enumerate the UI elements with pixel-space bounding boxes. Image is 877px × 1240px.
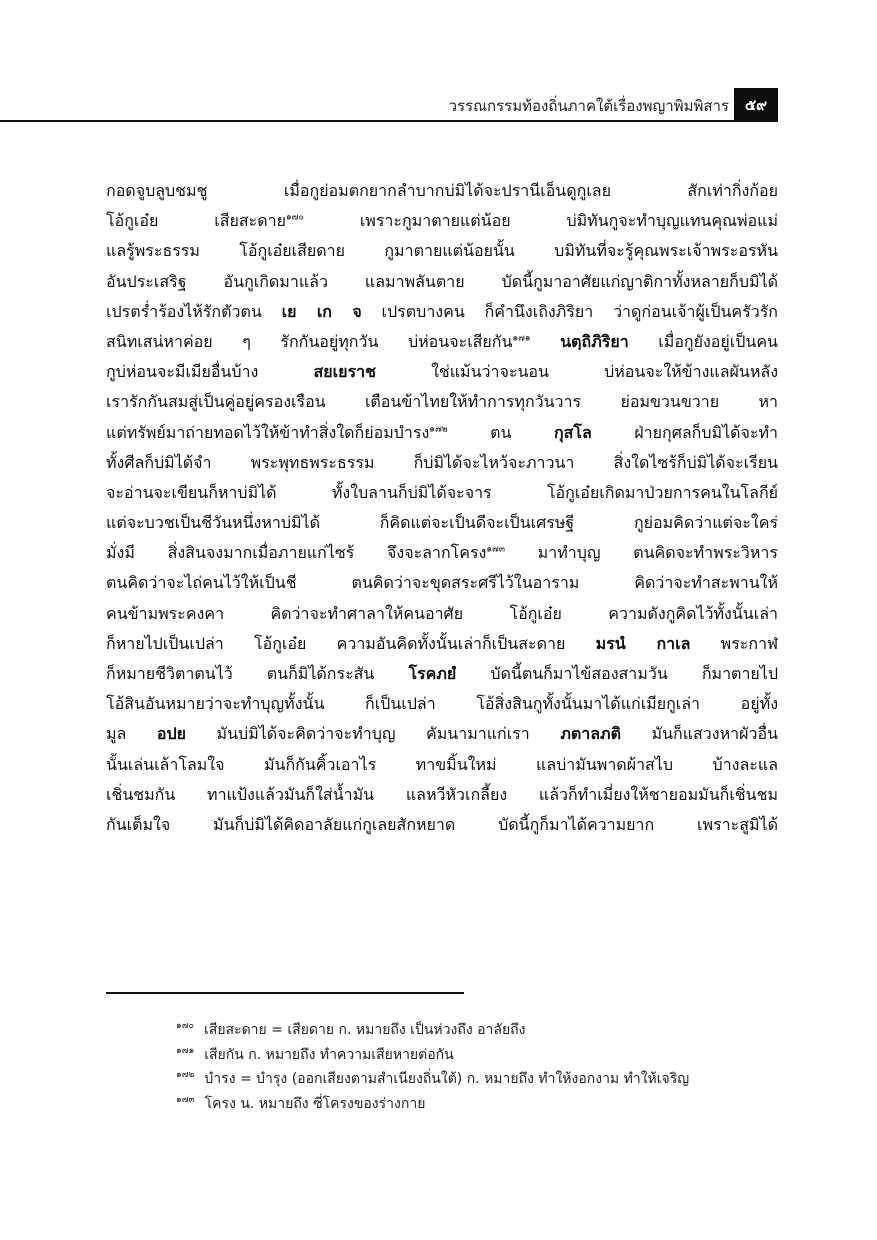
footnote-number: ๑๗๑ — [176, 1045, 195, 1056]
footnote-ref: ๑๗๐ — [285, 212, 304, 223]
text-line — [106, 206, 778, 236]
text-line — [106, 297, 778, 327]
pali-term: นตฺถิภิริยา — [560, 331, 629, 351]
text-segment: มูล — [106, 724, 157, 744]
text-segment: ฝ่ายกุศลก็บมิได้จะทำ — [591, 422, 778, 442]
text-line — [106, 659, 778, 689]
text-line — [106, 629, 778, 659]
text-line — [106, 538, 778, 568]
footnote-text: โครง น. หมายถึง ซี่โครงของร่างกาย — [204, 1095, 426, 1112]
footnote-rule — [106, 992, 464, 994]
text-line — [106, 599, 778, 629]
pali-term: เย เก จ — [281, 301, 362, 321]
footnote — [176, 1092, 796, 1117]
text-line — [106, 418, 778, 448]
text-segment: แต่จะบวชเป็นชีวันหนึ่งหาบ่มิได้ ก็คิดแต่จะเป็นดีจะเป็นเศรษฐี กูย่อมคิดว่าแต่จะใคร่ — [106, 513, 778, 533]
text-segment: ใช่แม้นว่าจะนอน บ่ห่อนจะให้ข้างแลผันหลัง — [375, 362, 778, 382]
text-segment: อันประเสริฐ อันกูเกิดมาแล้ว แลมาพลันตาย บัดนี้กูมาอาศัยแก่ญาติกาทั้งหลายก็บมิได้ — [106, 271, 778, 291]
text-segment: พระกาฬ — [690, 633, 778, 653]
text-segment: ก็หมายชีวิตาตนไว้ ตนก็มิได้กระสัน — [106, 664, 409, 683]
text-segment: สนิทเสน่หาค่อย ๆ รักกันอยู่ทุกวัน บ่ห่อนจะเสียกัน — [106, 331, 513, 351]
footnote-ref: ๑๗๒ — [429, 424, 448, 435]
text-segment: มั่งมี สิ่งสินจงมากเมื่อภายแก่ไซร้ จึงจะลากโครง — [106, 543, 487, 563]
pali-term: อปย — [156, 724, 187, 744]
text-line — [106, 176, 778, 206]
text-segment: มันบ่มิได้จะคิดว่าจะทำบุญ คัมนามาแก่เรา — [186, 724, 561, 744]
text-line — [106, 568, 778, 598]
text-line — [106, 810, 778, 840]
text-line — [106, 448, 778, 478]
body-text — [106, 176, 778, 840]
text-segment: นั้นเล่นเล้าโลมใจ มันก็กันคิ้วเอาไร ทาขมิ้นใหม่ แลบ่ามันพาดผ้าสไบ บ้างละแล — [106, 754, 778, 774]
text-segment — [531, 332, 561, 351]
text-segment: ทั้งศีลก็บ่มิได้จำ พระพุทธพระธรรม ก็บ่มิได้จะไหว้จะภาวนา สิ่งใดไซร้ก็บ่มิได้จะเรียน — [106, 452, 778, 472]
pali-term: โรคภยํ — [408, 664, 457, 683]
pali-term: สยเยราช — [313, 362, 376, 382]
text-line — [106, 387, 778, 417]
footnote — [176, 1043, 796, 1068]
text-segment: กันเต็มใจ มันก็บ่มิได้คิดอาลัยแก่กูเลยสักหยาด บัดนี้กูก็มาได้ความยาก เพราะสูมิได้ — [106, 814, 778, 834]
footnote-text: เสียสะดาย = เสียดาย ก. หมายถึง เป็นห่วงถึง อาลัยถึง — [203, 1022, 526, 1038]
footnote — [176, 1018, 796, 1043]
text-segment: เรารักกันสมสู่เป็นคู่อยู่ครองเรือน เตือนข้าไทยให้ทำการทุกวันวาร ย่อมขวนขวาย หา — [106, 392, 778, 412]
text-segment: เมื่อกูยังอยู่เป็นคน — [628, 331, 778, 351]
text-segment: เพราะกูมาตายแต่น้อย บ่มิทันกูจะทำบุญแทนคุณพ่อแม่ — [303, 211, 778, 231]
text-segment: แต่ทรัพย์มาถ่ายทอดไว้ให้ข้าทำสิ่งใดก็ย่อมบำรง — [106, 422, 430, 442]
text-segment: กูบ่ห่อนจะมีเมียอื่นบ้าง — [106, 362, 314, 382]
text-line — [106, 508, 778, 538]
text-line — [106, 689, 778, 719]
text-segment: มาทำบุญ ตนคิดจะทำพระวิหาร — [504, 543, 778, 563]
footnote-ref: ๑๗๓ — [486, 544, 505, 555]
footnote — [176, 1067, 796, 1092]
footnote-number: ๑๗๒ — [176, 1070, 195, 1081]
text-line — [106, 780, 778, 810]
text-line — [106, 357, 778, 387]
text-segment: มันก็แสวงหาผัวอื่น — [621, 724, 778, 744]
text-line — [106, 327, 778, 357]
footnote-ref: ๑๗๑ — [512, 333, 531, 344]
text-segment: โอ้กูเอ๋ย เสียสะดาย — [106, 211, 286, 231]
footnotes — [176, 1018, 796, 1116]
text-segment: บัดนี้ตนก็มาไข้สองสามวัน ก็มาตายไป — [456, 664, 778, 683]
text-segment: เปรตบางคน ก็คำนึงเถิงภิริยา ว่าดูก่อนเจ้าผู้เป็นครัวรัก — [361, 301, 778, 321]
running-title: วรรณกรรมท้องถิ่นภาคใต้เรื่องพญาพิมพิสาร — [448, 97, 729, 115]
text-segment: ก็หายไปเป็นเปล่า โอ้กูเอ๋ย ความอันคิดทั้งนั้นเล่าก็เป็นสะดาย — [106, 633, 596, 653]
text-segment: ตนคิดว่าจะไถ่คนไว้ให้เป็นชี ตนคิดว่าจะขุดสระศรีไว้ในอาราม คิดว่าจะทำสะพานให้ — [106, 573, 778, 593]
text-segment: ตน — [447, 422, 554, 442]
text-segment: จะอ่านจะเขียนก็หาบ่มิได้ ทั้งใบลานก็บ่มิได้จะจาร โอ้กูเอ๋ยเกิดมาป่วยการคนในโลกีย์ — [106, 482, 778, 502]
text-segment: โอ้สินอันหมายว่าจะทำบุญทั้งนั้น ก็เป็นเปล่า โอ้สิ่งสินกูทั้งนั้นมาได้แก่เมียกูเล่า อยู่ทั้ง — [106, 694, 778, 714]
text-line — [106, 750, 778, 780]
text-line — [106, 236, 778, 266]
text-segment: เปรตร่ำร้องไห้รักตัวตน — [106, 301, 282, 321]
text-segment: เชิ่นชมกัน ทาแป้งแล้วมันก็ใส่น้ำมัน แลหวีหัวเกลี้ยง แล้วก็ทำเมี่ยงให้ชายอมมันก็เชิ่นชม — [106, 784, 778, 804]
text-segment: กอดจูบลูบชมชู เมื่อกูย่อมตกยากลำบากบ่มิได้จะปรานีเอ็นดูกูเลย สักเท่ากิ่งก้อย — [106, 181, 778, 200]
footnote-number: ๑๗๓ — [176, 1094, 195, 1105]
text-line — [106, 267, 778, 297]
pali-term: มรนํ กาเล — [595, 633, 691, 653]
text-line — [106, 478, 778, 508]
footnote-text: เสียกัน ก. หมายถึง ทำความเสียหายต่อกัน — [204, 1046, 454, 1063]
page-number-badge: ๕๙ — [734, 88, 778, 121]
pali-term: กุสโล — [553, 422, 592, 442]
footnote-text: บำรง = บำรุง (ออกเสียงตามสำเนียงถิ่นใต้) ก. หมายถึง ทำให้งอกงาม ทำให้เจริญ — [204, 1071, 690, 1087]
text-line — [106, 719, 778, 749]
text-segment: คนข้ามพระคงคา คิดว่าจะทำศาลาให้คนอาศัย โอ้กูเอ๋ย ความดังกูคิดไว้ทั้งนั้นเล่า — [106, 603, 778, 623]
footnote-number: ๑๗๐ — [176, 1021, 194, 1032]
header-rule — [0, 120, 778, 122]
pali-term: ภตาลภติ — [560, 724, 621, 744]
text-segment: แลรู้พระธรรม โอ้กูเอ๋ยเสียดาย กูมาตายแต่น้อยนั้น บมิทันที่จะรู้คุณพระเจ้าพระอรหัน — [106, 241, 778, 261]
